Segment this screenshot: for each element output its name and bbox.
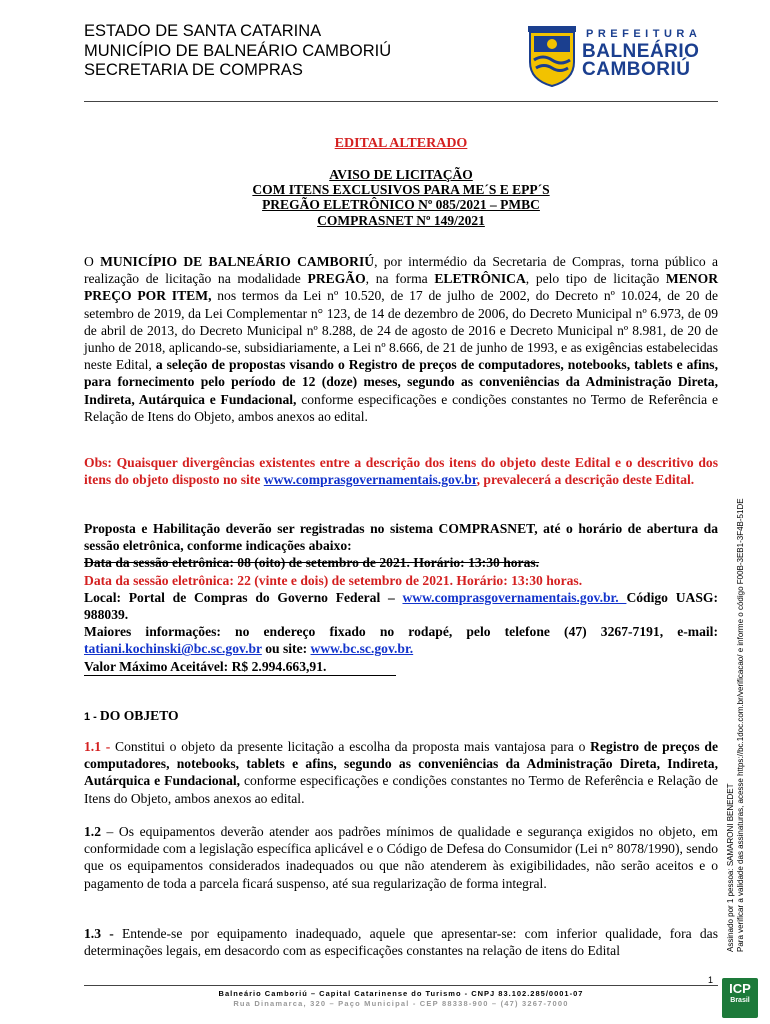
compras-link[interactable]: www.comprasgovernamentais.gov.br	[263, 472, 477, 488]
intro-selecao: a seleção de propostas visando o Registro de preços de computadores, notebooks, tablets e afins, para fornecimento pelo período de 12 (doze) meses, segundo as conveniências da Administração Direta, Indireta, Autárquica e Fundacional,	[84, 357, 718, 407]
aviso-line: PREGÃO ELETRÔNICO Nº 085/2021 – PMBC	[262, 197, 540, 213]
icp-brasil-text: Brasil	[730, 997, 750, 1004]
valor-line	[84, 658, 718, 676]
paragraph-number: 1.2	[84, 824, 101, 839]
footer-divider	[84, 985, 718, 986]
header-secretariat: SECRETARIA DE COMPRAS	[84, 61, 303, 79]
session-date-new: Data da sessão eletrônica: 22 (vinte e dois) de setembro de 2021. Horário: 13:30 horas.	[84, 572, 583, 588]
local-line	[84, 589, 718, 623]
document-header	[84, 22, 391, 81]
section-title-text: DO OBJETO	[99, 708, 179, 723]
section-1-title	[84, 708, 179, 724]
obs-text: , prevalecerá a descrição deste Edital.	[476, 472, 695, 488]
site-link[interactable]: www.bc.sc.gov.br.	[310, 641, 414, 657]
aviso-line: COM ITENS EXCLUSIVOS PARA ME´S E EPP´S	[252, 182, 550, 198]
obs-paragraph	[84, 454, 718, 488]
signature-note: Assinado por 1 pessoa: SAMARONI BENEDET	[726, 783, 735, 952]
local-link[interactable]: www.comprasgovernamentais.gov.br.	[402, 589, 627, 605]
info-text: Maiores informações: no endereço fixado no rodapé, pelo telefone (47) 3267-7191, e-mail:	[84, 624, 718, 640]
paragraph-bold: Registro de preços de computadores, notebooks, tablets e afins, segundo as conveniências da Administração Direta, Indireta, Autárquica e Fundacional,	[84, 739, 718, 789]
intro-pregao: PREGÃO	[307, 271, 366, 287]
paragraph-number: 1.1 -	[84, 739, 116, 754]
session-date-old: Data da sessão eletrônica: 08 (oito) de setembro de 2021. Horário: 13:30 horas.	[84, 555, 540, 571]
intro-municipio: MUNICÍPIO DE BALNEÁRIO CAMBORIÚ	[100, 254, 375, 269]
info-text: ou site:	[261, 641, 311, 657]
paragraph-text: conforme especificações e condições constantes no Termo de Referência e Relação de Itens do Objeto, ambos anexos ao edital.	[84, 773, 719, 806]
intro-text: , por intermédio da Secretaria de Compras, torna público a realização de licitação na modalidade	[84, 254, 718, 287]
logo-city-name	[582, 43, 699, 79]
intro-text: , na forma	[365, 271, 435, 287]
paragraph-text: Entende-se por equipamento inadequado, aquele que apresentar-se: com inferior qualidade, fora das determinações legais, em desacordo com as especificações constantes na relação de itens do Edital	[84, 926, 718, 959]
aviso-block	[84, 167, 718, 228]
logo-balneario: BALNEÁRIO	[582, 41, 700, 62]
section-number: 1 -	[84, 711, 100, 723]
paragraph-text: – Os equipamentos deverão atender aos padrões mínimos de qualidade e segurança exigidos no objeto, em conformidade com a legislação específica aplicável e o Código de Defesa do Consumidor (Lei n° 8078/1990), sendo que os equipamentos considerados inadequados ou que não atenderem às exigibilidades, não serão aceitos e o pagamento de toda a parcela ficará suspenso, até sua regularização de forma integral.	[84, 824, 718, 891]
intro-text: O	[84, 254, 101, 269]
email-link[interactable]: tatiani.kochinski@bc.sc.gov.br	[84, 641, 262, 657]
aviso-line: AVISO DE LICITAÇÃO	[329, 167, 473, 182]
page-number: 1	[708, 975, 714, 985]
proposta-block	[84, 520, 718, 676]
paragraph-number: 1.3 -	[84, 926, 122, 941]
paragraph-1-2	[84, 823, 718, 892]
icp-text: ICP	[729, 981, 751, 996]
valor-maximo: Valor Máximo Aceitável: R$ 2.994.663,91.	[84, 658, 396, 676]
header-state: ESTADO DE SANTA CATARINA	[84, 22, 322, 40]
logo-prefeitura: PREFEITURA	[586, 28, 702, 40]
intro-eletronica: ELETRÔNICA	[434, 271, 526, 287]
aviso-line: COMPRASNET Nº 149/2021	[317, 212, 485, 228]
icp-brasil-seal	[722, 978, 758, 1018]
intro-text: , pelo tipo de licitação	[525, 271, 666, 287]
uasg-text: Código UASG: 988039.	[84, 589, 718, 623]
coat-of-arms-icon	[526, 26, 578, 88]
prefeitura-logo	[526, 26, 722, 88]
footer-line-2: Rua Dinamarca, 320 – Paço Municipal - CEP 88338-900 – (47) 3267-7000	[233, 999, 569, 1008]
paragraph-1-3	[84, 925, 718, 959]
intro-text: conforme especificações e condições constantes no Termo de Referência e Relação de Itens do Objeto, ambos anexos ao edital.	[84, 391, 718, 424]
local-text: Local: Portal de Compras do Governo Federal –	[84, 589, 403, 605]
paragraph-text: Constitui o objeto da presente licitação a escolha da proposta mais vantajosa para o	[115, 739, 591, 754]
logo-camboriu: CAMBORIÚ	[582, 59, 691, 80]
intro-text: nos termos da Lei nº 10.520, de 17 de julho de 2002, do Decreto nº 10.024, de 20 de setembro de 2019, da Lei Complementar n° 123, de 14 de dezembro de 2006, do Decreto Municipal nº 6.973, de 09 de abril de 2013, do Decreto Municipal nº 8.288, de 24 de agosto de 2016 e Decreto Municipal nº 8.981, de 20 de junho de 2018, aplicando-se, subsidiariamente, a Lei nº 8.666, de 21 de junho de 1993, e as exigências estabelecidas neste Edital,	[84, 288, 718, 373]
edital-title: EDITAL ALTERADO	[334, 136, 468, 151]
signature-verification: Para verificar a validade das assinaturas, acesse https://bc.1doc.com.br/verificacao/ e informe o código F00B-3EB1-3F4B-51DE	[736, 498, 745, 952]
intro-paragraph	[84, 253, 718, 425]
header-municipality: MUNICÍPIO DE BALNEÁRIO CAMBORIÚ	[84, 41, 392, 60]
info-line	[84, 623, 718, 657]
header-divider	[84, 101, 718, 102]
footer-line-1: Balneário Camboriú – Capital Catarinense do Turismo - CNPJ 83.102.285/0001-07	[218, 989, 584, 998]
obs-text: Obs: Quaisquer divergências existentes entre a descrição dos itens do objeto deste Edital e o descritivo dos itens do objeto disposto no site	[84, 455, 718, 488]
proposta-intro: Proposta e Habilitação deverão ser registradas no sistema COMPRASNET, até o horário de abertura da sessão eletrônica, conforme indicações abaixo:	[84, 521, 718, 554]
paragraph-1-1	[84, 738, 718, 807]
intro-menor-preco: MENOR PREÇO POR ITEM,	[84, 271, 719, 304]
